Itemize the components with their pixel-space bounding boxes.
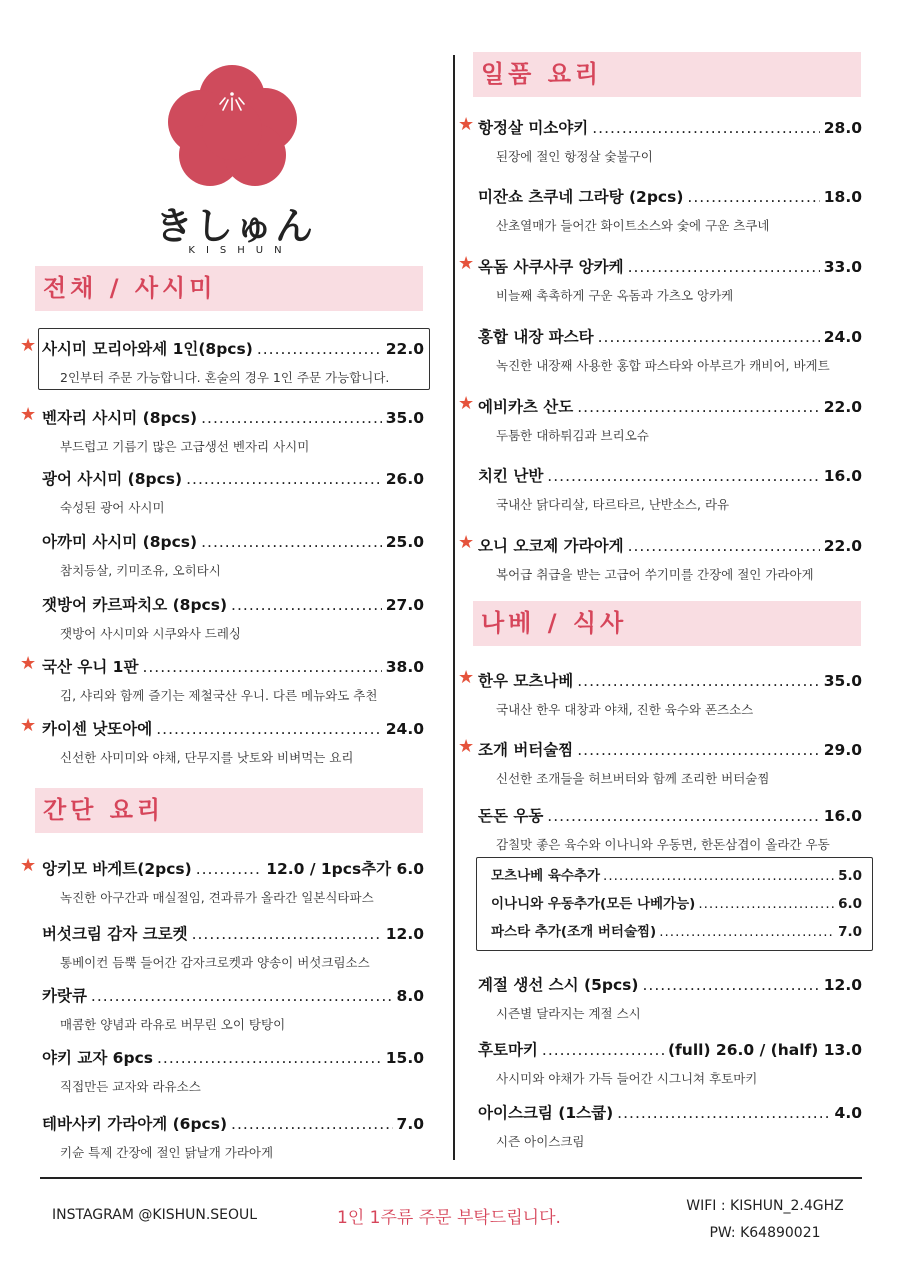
menu-item-description: 키슌 특제 간장에 절인 닭날개 가라아게 <box>60 1145 274 1160</box>
menu-item-description: 산초열매가 들어간 화이트소스와 숯에 구운 츠쿠네 <box>496 218 770 233</box>
dot-leader <box>231 596 382 614</box>
menu-item-price: 35.0 <box>823 672 862 690</box>
menu-item-line <box>42 530 424 552</box>
menu-item-price: 12.0 <box>823 976 862 994</box>
menu-item-description: 비늘째 촉촉하게 구운 옥돔과 가츠오 앙카케 <box>496 288 734 303</box>
star-icon: ★ <box>458 532 475 553</box>
dot-leader <box>91 987 393 1005</box>
menu-item-price: 35.0 <box>385 409 424 427</box>
menu-item <box>478 185 862 234</box>
addon-name: 파스타 추가(조개 버터술찜) <box>491 924 657 940</box>
menu-item-description: 시즌별 달라지는 계절 스시 <box>496 1006 641 1021</box>
menu-item-description: 된장에 절인 항정살 숯불구이 <box>496 149 653 164</box>
menu-item <box>478 1038 862 1087</box>
order-notice: 1인 1주류 주문 부탁드립니다. <box>337 1208 561 1228</box>
menu-item-name: 야키 교자 6pcs <box>42 1049 153 1067</box>
menu-item-description: 부드럽고 기름기 많은 고급생선 벤자리 사시미 <box>60 439 310 454</box>
section-header-nabe: 나베 / 식사 <box>473 601 861 646</box>
star-icon: ★ <box>458 114 475 135</box>
menu-item-description: 숙성된 광어 사시미 <box>60 500 165 515</box>
menu-item-line <box>42 857 424 879</box>
menu-item <box>478 534 862 583</box>
menu-item-name: 카이센 낫또아에 <box>42 720 153 738</box>
menu-item-line <box>478 1038 862 1060</box>
menu-item <box>42 984 424 1033</box>
menu-item-name: 광어 사시미 (8pcs) <box>42 470 183 488</box>
menu-item-price: 18.0 <box>823 188 862 206</box>
dot-leader <box>201 533 382 551</box>
menu-item-price: 33.0 <box>823 258 862 276</box>
menu-item-name: 버섯크림 감자 크로켓 <box>42 925 188 943</box>
menu-item-line <box>478 738 862 760</box>
section-header-special: 일품 요리 <box>473 52 861 97</box>
menu-item-name: 테바사키 가라아게 (6pcs) <box>42 1115 228 1133</box>
wifi-name: WIFI : KISHUN_2.4GHZ <box>686 1198 844 1214</box>
menu-item-price: 28.0 <box>823 119 862 137</box>
menu-item-price: 8.0 <box>396 987 424 1005</box>
menu-item-name: 국산 우니 1판 <box>42 658 139 676</box>
dot-leader <box>542 1041 664 1059</box>
dot-leader <box>186 470 382 488</box>
menu-item-description: 통베이컨 듬뿍 들어간 감자크로켓과 양송이 버섯크림소스 <box>60 955 370 970</box>
star-icon: ★ <box>20 855 37 876</box>
addon-price: 5.0 <box>838 868 862 884</box>
star-icon: ★ <box>20 335 37 356</box>
star-icon: ★ <box>458 393 475 414</box>
menu-item-price: 16.0 <box>823 467 862 485</box>
menu-item <box>42 717 424 766</box>
menu-item-description: 시즌 아이스크림 <box>496 1134 585 1149</box>
star-icon: ★ <box>20 404 37 425</box>
menu-item-name: 옥돔 사쿠사쿠 앙카케 <box>478 258 624 276</box>
addon-price: 7.0 <box>838 924 862 940</box>
dot-leader <box>628 258 820 276</box>
column-divider <box>453 55 455 1160</box>
menu-item-name: 조개 버터술찜 <box>478 741 574 759</box>
menu-item-line <box>42 717 424 739</box>
menu-item-price: 12.0 <box>385 925 424 943</box>
menu-item-line <box>478 116 862 138</box>
menu-item <box>42 467 424 516</box>
menu-item-line <box>478 1101 862 1123</box>
section-header-snack: 간단 요리 <box>35 788 423 833</box>
menu-item-name: 돈돈 우동 <box>478 807 544 825</box>
footer-divider <box>40 1177 862 1179</box>
menu-item-line <box>478 464 862 486</box>
menu-item <box>478 116 862 165</box>
menu-item <box>478 973 862 1022</box>
dot-leader <box>547 467 819 485</box>
menu-item <box>42 530 424 579</box>
menu-item-price: 25.0 <box>385 533 424 551</box>
menu-item <box>478 325 862 374</box>
star-icon: ★ <box>458 667 475 688</box>
menu-item-price: (full) 26.0 / (half) 13.0 <box>667 1041 862 1059</box>
dot-leader <box>577 398 820 416</box>
dot-leader <box>592 119 820 137</box>
menu-item <box>478 395 862 444</box>
menu-item-line <box>42 984 424 1006</box>
menu-item-name: 사시미 모리아와세 1인(8pcs) <box>42 340 253 358</box>
menu-item-price: 27.0 <box>385 596 424 614</box>
menu-item-line <box>478 325 862 347</box>
menu-item-description: 국내산 한우 대창과 야채, 진한 육수와 폰즈소스 <box>496 702 754 717</box>
dot-leader <box>192 925 382 943</box>
menu-item-price: 12.0 / 1pcs추가 6.0 <box>266 860 424 878</box>
menu-item-name: 앙키모 바게트(2pcs) <box>42 860 192 878</box>
menu-item-line <box>478 185 862 207</box>
menu-item <box>42 1112 424 1161</box>
dot-leader <box>628 537 820 555</box>
menu-item-name: 치킨 난반 <box>478 467 544 485</box>
menu-item-price: 15.0 <box>385 1049 424 1067</box>
menu-item-name: 홍합 내장 파스타 <box>478 328 594 346</box>
menu-item-line <box>42 337 424 359</box>
addon-item <box>491 862 862 890</box>
dot-leader <box>156 720 382 738</box>
menu-item-name: 계절 생선 스시 (5pcs) <box>478 976 639 994</box>
addon-price: 6.0 <box>838 896 862 912</box>
menu-item-description: 김, 샤리와 함께 즐기는 제철국산 우니. 다른 메뉴와도 추천 <box>60 688 378 703</box>
section-header-appetizer: 전채 / 사시미 <box>35 266 423 311</box>
addon-name: 이나니와 우동추가(모든 나베가능) <box>491 896 696 912</box>
menu-item <box>478 804 862 853</box>
menu-item <box>42 593 424 642</box>
menu-item <box>42 922 424 971</box>
menu-item <box>478 1101 862 1150</box>
menu-item-price: 24.0 <box>823 328 862 346</box>
menu-item-name: 미잔쇼 츠쿠네 그라탕 (2pcs) <box>478 188 684 206</box>
menu-item-price: 24.0 <box>385 720 424 738</box>
menu-item-description: 사시미와 야채가 가득 들어간 시그니쳐 후토마키 <box>496 1071 758 1086</box>
menu-item-description: 잿방어 사시미와 시쿠와사 드레싱 <box>60 626 241 641</box>
instagram-handle: INSTAGRAM @KISHUN.SEOUL <box>52 1207 258 1223</box>
menu-item <box>478 464 862 513</box>
dot-leader <box>201 409 382 427</box>
star-icon: ★ <box>20 653 37 674</box>
dot-leader <box>577 672 820 690</box>
menu-item-line <box>478 669 862 691</box>
dot-leader <box>196 860 263 878</box>
menu-item-line <box>478 973 862 995</box>
menu-item-description: 2인부터 주문 가능합니다. 혼술의 경우 1인 주문 가능합니다. <box>60 370 390 385</box>
menu-item-description: 직접만든 교자와 라유소스 <box>60 1079 201 1094</box>
menu-item <box>42 655 424 704</box>
menu-item-description: 복어급 취급을 받는 고급어 쑤기미를 간장에 절인 가라아게 <box>496 567 814 582</box>
menu-item-name: 아까미 사시미 (8pcs) <box>42 533 198 551</box>
addon-name: 모츠나베 육수추가 <box>491 868 601 884</box>
menu-item <box>42 857 424 906</box>
logo-english-text: KISHUN <box>188 245 293 256</box>
menu-item-line <box>42 655 424 677</box>
menu-item-name: 후토마키 <box>478 1041 538 1059</box>
dot-leader <box>617 1104 830 1122</box>
menu-item <box>478 255 862 304</box>
menu-item-name: 오니 오코제 가라아게 <box>478 537 624 555</box>
dot-leader <box>598 328 820 346</box>
menu-item-line <box>478 804 862 826</box>
dot-leader <box>547 807 819 825</box>
menu-item-description: 국내산 닭다리살, 타르타르, 난반소스, 라유 <box>496 497 730 512</box>
wifi-password: PW: K64890021 <box>709 1225 821 1241</box>
dot-leader <box>142 658 381 676</box>
menu-item-line <box>42 406 424 428</box>
menu-item-price: 22.0 <box>823 398 862 416</box>
menu-item-name: 에비카츠 산도 <box>478 398 574 416</box>
menu-item-description: 매콤한 양념과 라유로 버무린 오이 탕탕이 <box>60 1017 286 1032</box>
menu-item-price: 38.0 <box>385 658 424 676</box>
menu-item-line <box>42 1112 424 1134</box>
menu-item-line <box>478 255 862 277</box>
menu-item <box>478 669 862 718</box>
menu-item-name: 카랏큐 <box>42 987 87 1005</box>
addon-item <box>491 890 862 918</box>
menu-item-price: 26.0 <box>385 470 424 488</box>
dot-leader <box>577 741 820 759</box>
menu-item-name: 벤자리 사시미 (8pcs) <box>42 409 198 427</box>
dot-leader <box>257 340 382 358</box>
menu-item-line <box>42 467 424 489</box>
star-icon: ★ <box>458 253 475 274</box>
menu-item-description: 두툼한 대하튀김과 브리오슈 <box>496 428 649 443</box>
menu-item-price: 4.0 <box>834 1104 862 1122</box>
star-icon: ★ <box>458 736 475 757</box>
menu-item <box>42 337 424 386</box>
menu-item-name: 한우 모츠나베 <box>478 672 574 690</box>
menu-item-price: 22.0 <box>823 537 862 555</box>
menu-item-name: 아이스크림 (1스쿱) <box>478 1104 614 1122</box>
dot-leader <box>157 1049 382 1067</box>
menu-item-line <box>478 534 862 556</box>
menu-item <box>478 738 862 787</box>
menu-item-price: 7.0 <box>396 1115 424 1133</box>
menu-item-description: 녹진한 내장째 사용한 홍합 파스타와 아부르가 캐비어, 바게트 <box>496 358 830 373</box>
menu-item-line <box>42 1046 424 1068</box>
menu-item-description: 감칠맛 좋은 육수와 이나니와 우동면, 한돈삼겹이 올라간 우동 <box>496 837 830 852</box>
addon-box <box>476 857 873 951</box>
menu-item-name: 잿방어 카르파치오 (8pcs) <box>42 596 228 614</box>
menu-item-description: 신선한 사미미와 야채, 단무지를 낫토와 비벼먹는 요리 <box>60 750 354 765</box>
menu-item-name: 항정살 미소야키 <box>478 119 589 137</box>
menu-item-price: 22.0 <box>385 340 424 358</box>
logo <box>150 55 320 255</box>
star-icon: ★ <box>20 715 37 736</box>
dot-leader <box>687 188 819 206</box>
dot-leader <box>231 1115 392 1133</box>
menu-item <box>42 1046 424 1095</box>
addon-item <box>491 918 862 946</box>
menu-item-description: 신선한 조개들을 허브버터와 함께 조리한 버터술찜 <box>496 771 770 786</box>
logo-japanese-text: きしゅん <box>154 203 315 248</box>
menu-item-price: 16.0 <box>823 807 862 825</box>
menu-item-description: 녹진한 아구간과 매실절임, 견과류가 올라간 일본식타파스 <box>60 890 374 905</box>
menu-item-line <box>42 922 424 944</box>
menu-item-price: 29.0 <box>823 741 862 759</box>
dot-leader <box>643 976 820 994</box>
menu-item-line <box>42 593 424 615</box>
menu-item <box>42 406 424 455</box>
menu-item-description: 참치등살, 키미조유, 오히타시 <box>60 563 221 578</box>
menu-item-line <box>478 395 862 417</box>
flower-logo-icon <box>165 60 300 190</box>
wifi-info <box>660 1193 870 1247</box>
